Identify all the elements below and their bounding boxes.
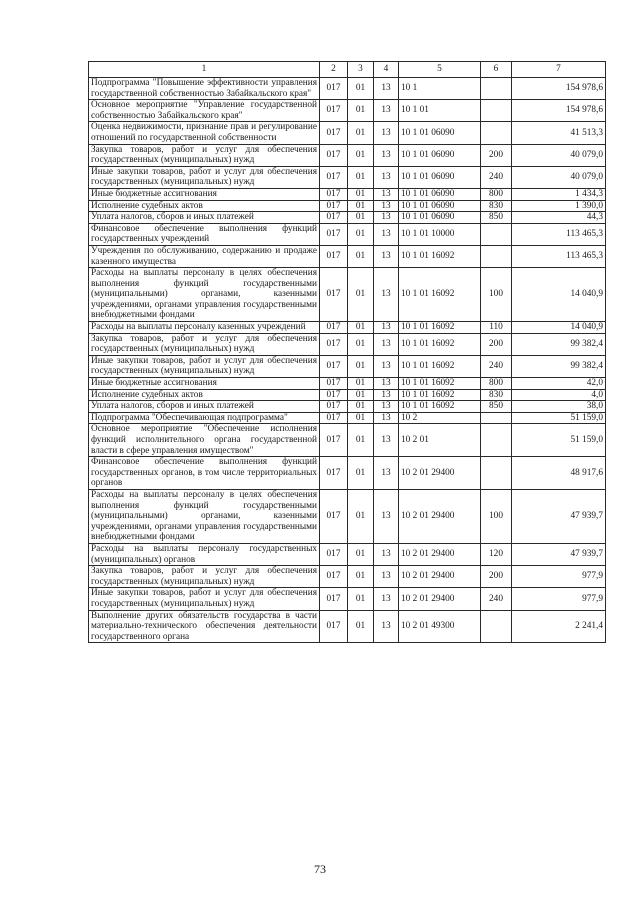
csr-code-cell: 10 1 01 06090 xyxy=(399,122,481,144)
budget-table xyxy=(88,61,606,643)
amount-cell: 40 079,0 xyxy=(512,144,606,166)
vr-code-cell: 240 xyxy=(481,355,512,377)
table-row xyxy=(89,122,606,144)
vr-code-cell: 120 xyxy=(481,543,512,565)
header-cell: 7 xyxy=(512,62,606,78)
table-row xyxy=(89,566,606,588)
pr-code-cell: 13 xyxy=(374,322,399,334)
pr-code-cell: 13 xyxy=(374,268,399,322)
gr-code-cell: 017 xyxy=(320,245,348,267)
pr-code-cell: 13 xyxy=(374,245,399,267)
amount-cell: 99 382,4 xyxy=(512,333,606,355)
header-row xyxy=(89,62,606,78)
csr-code-cell: 10 2 01 29400 xyxy=(399,566,481,588)
table-row xyxy=(89,424,606,457)
pr-code-cell: 13 xyxy=(374,588,399,610)
table-row xyxy=(89,268,606,322)
gr-code-cell: 017 xyxy=(320,610,348,643)
amount-cell: 2 241,4 xyxy=(512,610,606,643)
vr-code-cell: 100 xyxy=(481,489,512,543)
pr-code-cell: 13 xyxy=(374,378,399,390)
csr-code-cell: 10 1 01 16092 xyxy=(399,389,481,401)
csr-code-cell: 10 1 xyxy=(399,78,481,100)
table-row xyxy=(89,322,606,334)
table-row xyxy=(89,188,606,200)
amount-cell: 113 465,3 xyxy=(512,223,606,245)
pr-code-cell: 13 xyxy=(374,223,399,245)
vr-code-cell xyxy=(481,424,512,457)
rz-code-cell: 01 xyxy=(348,566,374,588)
rz-code-cell: 01 xyxy=(348,212,374,224)
row-name-cell: Закупка товаров, работ и услуг для обеспечения государственных (муниципальных) нужд xyxy=(89,144,320,166)
header-cell: 1 xyxy=(89,62,320,78)
gr-code-cell: 017 xyxy=(320,212,348,224)
pr-code-cell: 13 xyxy=(374,389,399,401)
pr-code-cell: 13 xyxy=(374,543,399,565)
rz-code-cell: 01 xyxy=(348,100,374,122)
gr-code-cell: 017 xyxy=(320,543,348,565)
rz-code-cell: 01 xyxy=(348,610,374,643)
row-name-cell: Выполнение других обязательств государства в части материально-технического обеспечения деятельности государственного органа xyxy=(89,610,320,643)
vr-code-cell: 200 xyxy=(481,566,512,588)
rz-code-cell: 01 xyxy=(348,223,374,245)
amount-cell: 977,9 xyxy=(512,588,606,610)
table-row xyxy=(89,389,606,401)
table-body xyxy=(89,78,606,643)
pr-code-cell: 13 xyxy=(374,78,399,100)
header-cell: 6 xyxy=(481,62,512,78)
csr-code-cell: 10 2 01 49300 xyxy=(399,610,481,643)
amount-cell: 99 382,4 xyxy=(512,355,606,377)
gr-code-cell: 017 xyxy=(320,489,348,543)
table-row xyxy=(89,212,606,224)
amount-cell: 47 939,7 xyxy=(512,489,606,543)
gr-code-cell: 017 xyxy=(320,100,348,122)
row-name-cell: Иные закупки товаров, работ и услуг для обеспечения государственных (муниципальных) нужд xyxy=(89,588,320,610)
row-name-cell: Иные закупки товаров, работ и услуг для обеспечения государственных (муниципальных) нужд xyxy=(89,166,320,188)
row-name-cell: Исполнение судебных актов xyxy=(89,200,320,212)
row-name-cell: Закупка товаров, работ и услуг для обеспечения государственных (муниципальных) нужд xyxy=(89,333,320,355)
gr-code-cell: 017 xyxy=(320,322,348,334)
table-row xyxy=(89,100,606,122)
amount-cell: 51 159,0 xyxy=(512,424,606,457)
csr-code-cell: 10 1 01 16092 xyxy=(399,333,481,355)
gr-code-cell: 017 xyxy=(320,268,348,322)
table-row xyxy=(89,78,606,100)
row-name-cell: Учреждения по обслуживанию, содержанию и продаже казенного имущества xyxy=(89,245,320,267)
rz-code-cell: 01 xyxy=(348,543,374,565)
gr-code-cell: 017 xyxy=(320,457,348,490)
csr-code-cell: 10 1 01 16092 xyxy=(399,355,481,377)
page-number: 73 xyxy=(314,862,326,876)
gr-code-cell: 017 xyxy=(320,144,348,166)
rz-code-cell: 01 xyxy=(348,322,374,334)
gr-code-cell: 017 xyxy=(320,188,348,200)
table-row xyxy=(89,543,606,565)
amount-cell: 40 079,0 xyxy=(512,166,606,188)
csr-code-cell: 10 1 01 06090 xyxy=(399,144,481,166)
gr-code-cell: 017 xyxy=(320,389,348,401)
pr-code-cell: 13 xyxy=(374,566,399,588)
gr-code-cell: 017 xyxy=(320,122,348,144)
amount-cell: 14 040,9 xyxy=(512,322,606,334)
amount-cell: 154 978,6 xyxy=(512,78,606,100)
csr-code-cell: 10 2 01 29400 xyxy=(399,457,481,490)
pr-code-cell: 13 xyxy=(374,333,399,355)
pr-code-cell: 13 xyxy=(374,401,399,413)
table-row xyxy=(89,588,606,610)
table-row xyxy=(89,166,606,188)
header-cell: 2 xyxy=(320,62,348,78)
csr-code-cell: 10 1 01 16092 xyxy=(399,378,481,390)
pr-code-cell: 13 xyxy=(374,457,399,490)
table-row xyxy=(89,355,606,377)
rz-code-cell: 01 xyxy=(348,412,374,424)
table-row xyxy=(89,610,606,643)
pr-code-cell: 13 xyxy=(374,122,399,144)
row-name-cell: Расходы на выплаты персоналу казенных учреждений xyxy=(89,322,320,334)
header-cell: 4 xyxy=(374,62,399,78)
amount-cell: 51 159,0 xyxy=(512,412,606,424)
table-row xyxy=(89,144,606,166)
rz-code-cell: 01 xyxy=(348,333,374,355)
table-row xyxy=(89,333,606,355)
amount-cell: 41 513,3 xyxy=(512,122,606,144)
csr-code-cell: 10 1 01 16092 xyxy=(399,322,481,334)
csr-code-cell: 10 2 01 29400 xyxy=(399,588,481,610)
row-name-cell: Финансовое обеспечение выполнения функций государственных учреждений xyxy=(89,223,320,245)
amount-cell: 47 939,7 xyxy=(512,543,606,565)
gr-code-cell: 017 xyxy=(320,588,348,610)
rz-code-cell: 01 xyxy=(348,588,374,610)
rz-code-cell: 01 xyxy=(348,78,374,100)
amount-cell: 4,0 xyxy=(512,389,606,401)
table-row xyxy=(89,378,606,390)
gr-code-cell: 017 xyxy=(320,566,348,588)
row-name-cell: Расходы на выплаты персоналу в целях обеспечения выполнения функций государственными (муниципальными) органами, казенными учреждениями, органами управления государственными внебюджетными фондами xyxy=(89,268,320,322)
rz-code-cell: 01 xyxy=(348,166,374,188)
amount-cell: 42,0 xyxy=(512,378,606,390)
pr-code-cell: 13 xyxy=(374,489,399,543)
pr-code-cell: 13 xyxy=(374,200,399,212)
table-row xyxy=(89,245,606,267)
vr-code-cell xyxy=(481,223,512,245)
pr-code-cell: 13 xyxy=(374,424,399,457)
rz-code-cell: 01 xyxy=(348,457,374,490)
vr-code-cell: 110 xyxy=(481,322,512,334)
csr-code-cell: 10 1 01 06090 xyxy=(399,200,481,212)
vr-code-cell xyxy=(481,245,512,267)
vr-code-cell: 830 xyxy=(481,200,512,212)
gr-code-cell: 017 xyxy=(320,166,348,188)
row-name-cell: Иные бюджетные ассигнования xyxy=(89,378,320,390)
vr-code-cell xyxy=(481,610,512,643)
row-name-cell: Иные закупки товаров, работ и услуг для обеспечения государственных (муниципальных) нужд xyxy=(89,355,320,377)
amount-cell: 1 390,0 xyxy=(512,200,606,212)
amount-cell: 154 978,6 xyxy=(512,100,606,122)
vr-code-cell xyxy=(481,100,512,122)
row-name-cell: Расходы на выплаты персоналу государственных (муниципальных) органов xyxy=(89,543,320,565)
header-cell: 3 xyxy=(348,62,374,78)
csr-code-cell: 10 2 01 xyxy=(399,424,481,457)
csr-code-cell: 10 1 01 06090 xyxy=(399,188,481,200)
gr-code-cell: 017 xyxy=(320,424,348,457)
amount-cell: 48 917,6 xyxy=(512,457,606,490)
amount-cell: 14 040,9 xyxy=(512,268,606,322)
pr-code-cell: 13 xyxy=(374,166,399,188)
gr-code-cell: 017 xyxy=(320,78,348,100)
rz-code-cell: 01 xyxy=(348,188,374,200)
gr-code-cell: 017 xyxy=(320,223,348,245)
vr-code-cell: 100 xyxy=(481,268,512,322)
pr-code-cell: 13 xyxy=(374,188,399,200)
row-name-cell: Расходы на выплаты персоналу в целях обеспечения выполнения функций государственными (муниципальными) органами, казенными учреждениями, органами управления государственными внебюджетными фондами xyxy=(89,489,320,543)
pr-code-cell: 13 xyxy=(374,100,399,122)
vr-code-cell xyxy=(481,78,512,100)
row-name-cell: Закупка товаров, работ и услуг для обеспечения государственных (муниципальных) нужд xyxy=(89,566,320,588)
amount-cell: 1 434,3 xyxy=(512,188,606,200)
row-name-cell: Основное мероприятие "Управление государственной собственностью Забайкальского края" xyxy=(89,100,320,122)
gr-code-cell: 017 xyxy=(320,200,348,212)
table-row xyxy=(89,412,606,424)
rz-code-cell: 01 xyxy=(348,389,374,401)
vr-code-cell: 240 xyxy=(481,166,512,188)
row-name-cell: Уплата налогов, сборов и иных платежей xyxy=(89,212,320,224)
vr-code-cell: 240 xyxy=(481,588,512,610)
gr-code-cell: 017 xyxy=(320,355,348,377)
row-name-cell: Основное мероприятие "Обеспечение исполнения функций исполнительного органа государственной власти в сфере управления имуществом" xyxy=(89,424,320,457)
csr-code-cell: 10 1 01 06090 xyxy=(399,166,481,188)
amount-cell: 44,3 xyxy=(512,212,606,224)
header-cell: 5 xyxy=(399,62,481,78)
rz-code-cell: 01 xyxy=(348,424,374,457)
rz-code-cell: 01 xyxy=(348,245,374,267)
row-name-cell: Финансовое обеспечение выполнения функций государственных органов, в том числе территориальных органов xyxy=(89,457,320,490)
vr-code-cell: 800 xyxy=(481,188,512,200)
row-name-cell: Уплата налогов, сборов и иных платежей xyxy=(89,401,320,413)
pr-code-cell: 13 xyxy=(374,212,399,224)
row-name-cell: Оценка недвижимости, признание прав и регулирование отношений по государственной собственности xyxy=(89,122,320,144)
rz-code-cell: 01 xyxy=(348,489,374,543)
csr-code-cell: 10 1 01 16092 xyxy=(399,268,481,322)
table-row xyxy=(89,489,606,543)
csr-code-cell: 10 1 01 06090 xyxy=(399,212,481,224)
vr-code-cell xyxy=(481,122,512,144)
csr-code-cell: 10 2 01 29400 xyxy=(399,489,481,543)
csr-code-cell: 10 1 01 xyxy=(399,100,481,122)
amount-cell: 977,9 xyxy=(512,566,606,588)
vr-code-cell: 830 xyxy=(481,389,512,401)
pr-code-cell: 13 xyxy=(374,610,399,643)
csr-code-cell: 10 1 01 10000 xyxy=(399,223,481,245)
pr-code-cell: 13 xyxy=(374,355,399,377)
row-name-cell: Подпрограмма "Повышение эффективности управления государственной собственностью Забайкальского края" xyxy=(89,78,320,100)
vr-code-cell: 200 xyxy=(481,144,512,166)
gr-code-cell: 017 xyxy=(320,412,348,424)
gr-code-cell: 017 xyxy=(320,401,348,413)
amount-cell: 38,0 xyxy=(512,401,606,413)
rz-code-cell: 01 xyxy=(348,122,374,144)
table-row xyxy=(89,457,606,490)
amount-cell: 113 465,3 xyxy=(512,245,606,267)
vr-code-cell: 800 xyxy=(481,378,512,390)
row-name-cell: Подпрограмма "Обеспечивающая подпрограмма" xyxy=(89,412,320,424)
table-row xyxy=(89,401,606,413)
pr-code-cell: 13 xyxy=(374,412,399,424)
vr-code-cell xyxy=(481,412,512,424)
rz-code-cell: 01 xyxy=(348,355,374,377)
gr-code-cell: 017 xyxy=(320,333,348,355)
rz-code-cell: 01 xyxy=(348,268,374,322)
vr-code-cell xyxy=(481,457,512,490)
row-name-cell: Исполнение судебных актов xyxy=(89,389,320,401)
vr-code-cell: 850 xyxy=(481,401,512,413)
row-name-cell: Иные бюджетные ассигнования xyxy=(89,188,320,200)
vr-code-cell: 850 xyxy=(481,212,512,224)
csr-code-cell: 10 1 01 16092 xyxy=(399,245,481,267)
pr-code-cell: 13 xyxy=(374,144,399,166)
rz-code-cell: 01 xyxy=(348,200,374,212)
rz-code-cell: 01 xyxy=(348,401,374,413)
vr-code-cell: 200 xyxy=(481,333,512,355)
table-row xyxy=(89,223,606,245)
table-row xyxy=(89,200,606,212)
rz-code-cell: 01 xyxy=(348,378,374,390)
rz-code-cell: 01 xyxy=(348,144,374,166)
gr-code-cell: 017 xyxy=(320,378,348,390)
csr-code-cell: 10 1 01 16092 xyxy=(399,401,481,413)
csr-code-cell: 10 2 01 29400 xyxy=(399,543,481,565)
csr-code-cell: 10 2 xyxy=(399,412,481,424)
